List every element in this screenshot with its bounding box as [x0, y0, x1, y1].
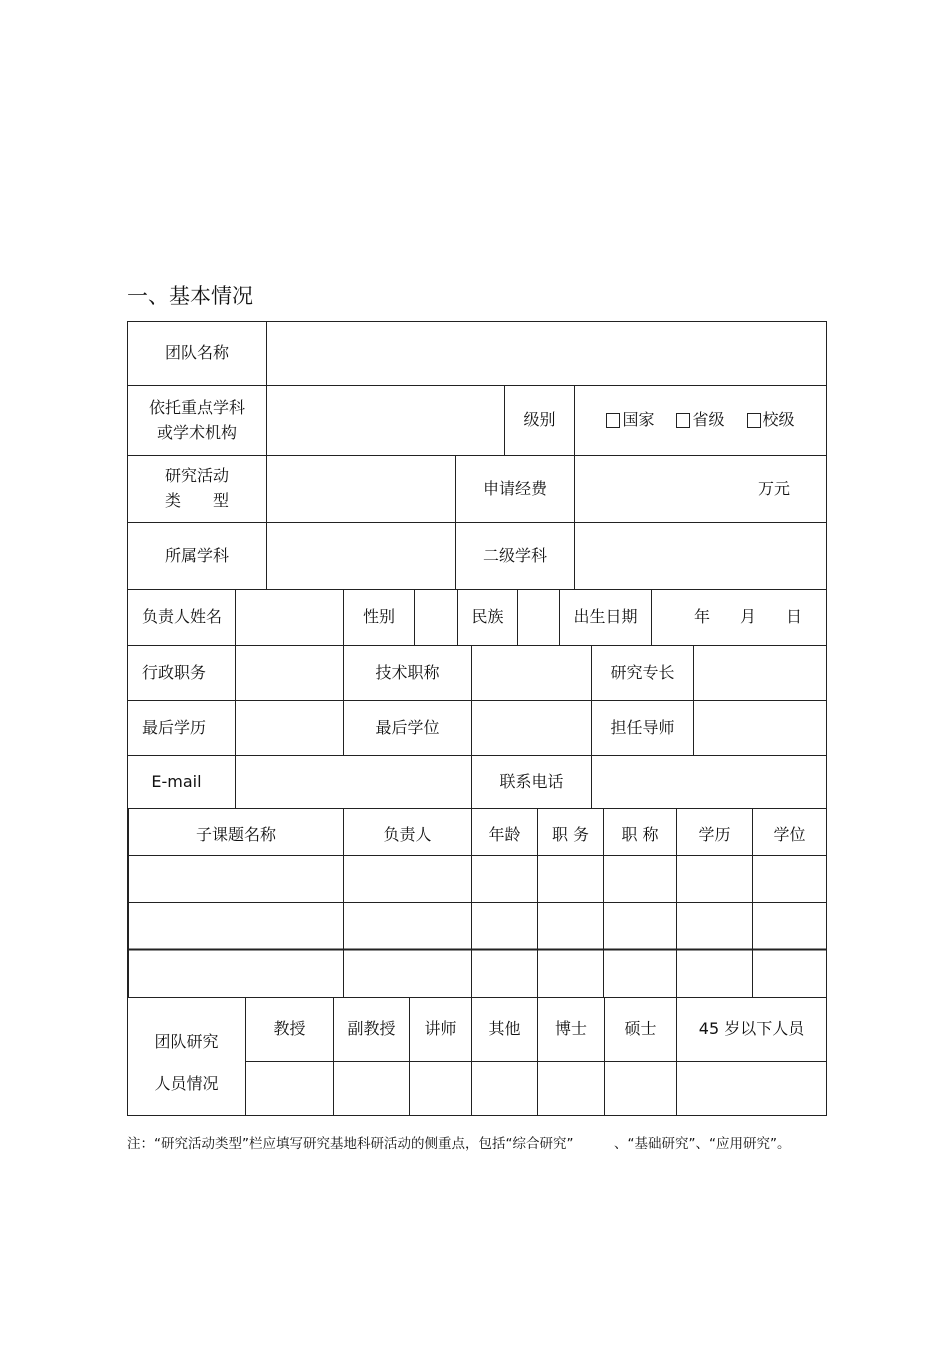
staff-header-phd — [538, 998, 604, 1061]
level-options — [575, 386, 826, 455]
team-name-field[interactable] — [267, 322, 826, 385]
staff-header-other-text: 其他 — [488, 1019, 521, 1039]
staff-header-associate-text: 副教授 — [347, 1019, 396, 1039]
research-type-label — [128, 456, 266, 522]
level-label — [505, 386, 574, 455]
discipline-label — [128, 523, 266, 589]
ethnicity-field[interactable] — [518, 590, 559, 645]
degree-label-text: 最后学位 — [375, 717, 440, 737]
admin-position-field[interactable] — [236, 646, 343, 700]
discipline-field[interactable] — [267, 523, 455, 589]
checkbox-icon[interactable] — [606, 413, 620, 428]
email-label-text: E-mail — [151, 771, 202, 791]
level-option-national-label: 国家 — [622, 410, 655, 430]
year-label: 年 — [693, 607, 710, 627]
subtopic-header-age-text: 年龄 — [488, 824, 521, 844]
staff-header-other — [472, 998, 537, 1061]
staff-header-associate — [334, 998, 409, 1061]
tech-title-label-text: 技术职称 — [375, 662, 440, 682]
footnote: 注：“研究活动类型”栏应填写研究基地科研活动的侧重点，包括“综合研究” 、“基础研究”、“应用研究”。 — [127, 1136, 791, 1152]
staff-header-professor — [246, 998, 333, 1061]
day-label: 日 — [785, 607, 802, 627]
specialty-label-text: 研究专长 — [610, 662, 675, 682]
staff-header-lecturer — [410, 998, 471, 1061]
phone-label-text: 联系电话 — [499, 771, 564, 791]
staff-header-lecturer-text: 讲师 — [424, 1019, 457, 1039]
team-name-label-text: 团队名称 — [164, 343, 229, 363]
staff-label-line1: 团队研究 — [154, 1032, 219, 1052]
admin-position-label — [128, 646, 235, 700]
staff-header-under45-text: 45 岁以下人员 — [698, 1019, 805, 1039]
level-option-provincial-label: 省级 — [692, 410, 725, 430]
staff-header-master — [605, 998, 676, 1061]
education-label — [128, 701, 235, 755]
level-option-school[interactable] — [747, 408, 795, 433]
staff-counts-row[interactable] — [246, 1062, 826, 1115]
funding-label-text: 申请经费 — [482, 478, 547, 498]
funding-unit: 万元 — [757, 478, 790, 498]
subtopic-header-degree — [753, 815, 826, 855]
staff-header-master-text: 硕士 — [624, 1019, 657, 1039]
birth-date-label — [560, 590, 651, 645]
gender-label-text: 性别 — [362, 607, 395, 627]
email-label — [128, 756, 225, 808]
level-option-provincial[interactable] — [676, 408, 724, 433]
education-label-text: 最后学历 — [142, 717, 207, 737]
subtopic-header-age — [472, 815, 537, 855]
subtopic-header-education — [677, 815, 752, 855]
staff-header-professor-text: 教授 — [273, 1019, 306, 1039]
subtopic-row-3[interactable] — [129, 951, 826, 997]
research-type-label-line1: 研究活动 — [164, 466, 229, 486]
checkbox-icon[interactable] — [747, 413, 761, 428]
ethnicity-label-text: 民族 — [471, 607, 504, 627]
funding-field[interactable] — [575, 456, 826, 522]
subtopic-row-2[interactable] — [129, 903, 826, 949]
team-name-label — [128, 322, 266, 385]
leader-name-label-text: 负责人姓名 — [142, 607, 223, 627]
gender-field[interactable] — [415, 590, 457, 645]
subtopic-header-duty-text: 职 务 — [551, 824, 590, 844]
ethnicity-label — [458, 590, 517, 645]
birth-date-field[interactable] — [652, 590, 826, 645]
secondary-discipline-field[interactable] — [575, 523, 826, 589]
tech-title-label — [344, 646, 471, 700]
subtopic-header-title-text: 职 称 — [621, 824, 659, 844]
specialty-field[interactable] — [694, 646, 826, 700]
degree-label — [344, 701, 471, 755]
specialty-label — [592, 646, 693, 700]
subtopic-header-duty — [538, 815, 603, 855]
funding-label — [456, 456, 574, 522]
level-label-text: 级别 — [523, 410, 556, 430]
leader-name-label — [128, 590, 235, 645]
supervisor-field[interactable] — [694, 701, 826, 755]
staff-label-line2: 人员情况 — [154, 1074, 219, 1093]
secondary-discipline-label-text: 二级学科 — [482, 545, 547, 565]
checkbox-icon[interactable] — [676, 413, 690, 428]
discipline-label-text: 所属学科 — [164, 545, 229, 565]
education-field[interactable] — [236, 701, 343, 755]
staff-header-under45 — [677, 998, 826, 1061]
birth-date-label-text: 出生日期 — [573, 607, 638, 627]
subtopic-header-title — [604, 815, 676, 855]
phone-field[interactable] — [592, 756, 826, 808]
gender-label — [344, 590, 414, 645]
subtopic-header-name-text: 子课题名称 — [195, 824, 276, 844]
subtopic-header-name — [129, 815, 343, 855]
base-label — [128, 386, 266, 455]
supervisor-label-text: 担任导师 — [610, 717, 675, 737]
level-option-national[interactable] — [606, 408, 654, 433]
subtopic-header-education-text: 学历 — [698, 824, 731, 844]
admin-position-label-text: 行政职务 — [142, 662, 207, 682]
base-label-line2: 或学术机构 — [156, 422, 237, 442]
subtopic-row-1[interactable] — [129, 856, 826, 902]
research-type-label-line2: 类 型 — [164, 491, 229, 510]
supervisor-label — [592, 701, 693, 755]
email-field[interactable] — [236, 756, 471, 808]
phone-label — [472, 756, 591, 808]
tech-title-field[interactable] — [472, 646, 591, 700]
staff-label — [128, 1020, 245, 1106]
research-type-field[interactable] — [267, 456, 455, 522]
section-title: 一、基本情况 — [127, 284, 253, 308]
secondary-discipline-label — [456, 523, 574, 589]
subtopic-header-leader-text: 负责人 — [383, 824, 432, 844]
base-field[interactable] — [267, 386, 504, 455]
leader-name-field[interactable] — [236, 590, 343, 645]
subtopic-header-leader — [344, 815, 471, 855]
base-label-line1: 依托重点学科 — [148, 397, 245, 417]
degree-field[interactable] — [472, 701, 591, 755]
subtopic-header-degree-text: 学位 — [773, 824, 806, 844]
level-option-school-label: 校级 — [762, 410, 795, 430]
staff-header-phd-text: 博士 — [554, 1019, 587, 1039]
month-label: 月 — [739, 607, 756, 627]
